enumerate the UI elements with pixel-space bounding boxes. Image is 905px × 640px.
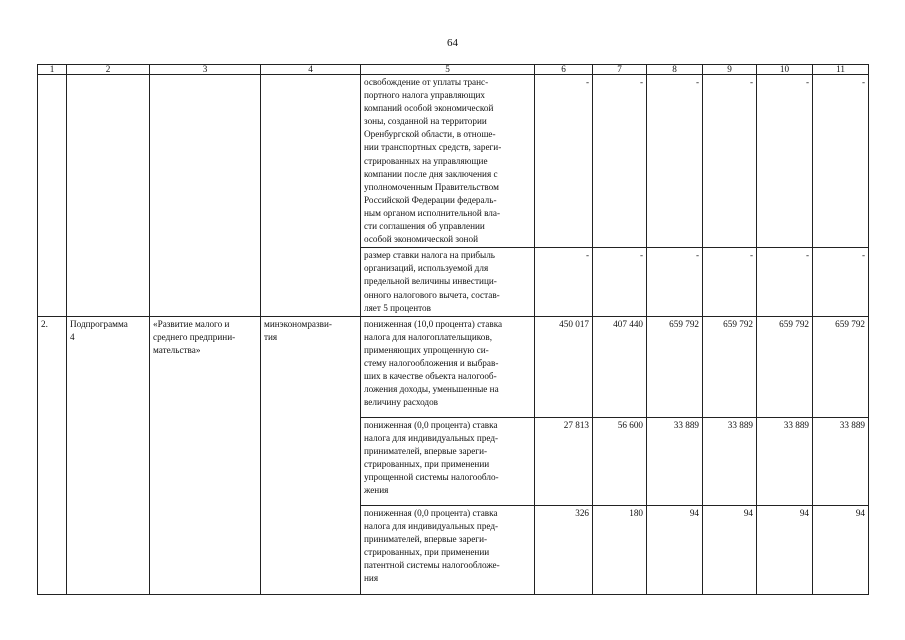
empty-cell bbox=[67, 75, 150, 317]
column-number: 2 bbox=[67, 65, 150, 75]
benefit-description: освобождение от уплаты транс- портного налога управляющих компаний особой экономической зоны, созданной на территории Оренбургской области, в отноше- нии транспортных средств, зареги- стрированных на управляющие компании после дня заключения с уполномоченным Правительством Российской Федерации федераль- ным органом исполнительной вла- сти соглашения об управлении особой экономической зоной bbox=[361, 75, 535, 248]
value-cell: 94 bbox=[813, 505, 869, 594]
benefit-description: пониженная (0,0 процента) ставка налога для индивидуальных пред- принимателей, впервые зареги- стрированных, при применении патентной системы налогообложе- ния bbox=[361, 505, 535, 594]
value-cell: - bbox=[535, 248, 593, 316]
value-cell: 659 792 bbox=[703, 316, 757, 417]
empty-cell bbox=[38, 75, 67, 317]
column-number: 6 bbox=[535, 65, 593, 75]
value-cell: 94 bbox=[757, 505, 813, 594]
column-number: 10 bbox=[757, 65, 813, 75]
column-number: 3 bbox=[150, 65, 261, 75]
subprogram-name: «Развитие малого и среднего предприни- мательства» bbox=[150, 316, 261, 594]
tax-benefits-table bbox=[37, 64, 869, 595]
value-cell: 94 bbox=[703, 505, 757, 594]
value-cell: - bbox=[703, 248, 757, 316]
value-cell: - bbox=[535, 75, 593, 248]
table-row bbox=[38, 75, 869, 248]
value-cell: - bbox=[647, 75, 703, 248]
empty-cell bbox=[150, 75, 261, 317]
column-number: 9 bbox=[703, 65, 757, 75]
column-number-row bbox=[38, 65, 869, 75]
value-cell: 659 792 bbox=[647, 316, 703, 417]
value-cell: 659 792 bbox=[757, 316, 813, 417]
value-cell: 659 792 bbox=[813, 316, 869, 417]
row-number: 2. bbox=[38, 316, 67, 594]
value-cell: 180 bbox=[593, 505, 647, 594]
value-cell: - bbox=[757, 75, 813, 248]
value-cell: 27 813 bbox=[535, 417, 593, 505]
benefit-description: размер ставки налога на прибыль организаций, используемой для предельной величины инвестици- онного налогового вычета, состав- ляет 5 процентов bbox=[361, 248, 535, 316]
benefit-description: пониженная (10,0 процента) ставка налога для налогоплательщиков, применяющих упрощенную си- стему налогообложения и выбрав- ших в качестве объекта налогооб- ложения доходы, уменьшенные на величину расходов bbox=[361, 316, 535, 417]
subprogram-cell: Подпрограмма 4 bbox=[67, 316, 150, 594]
value-cell: 326 bbox=[535, 505, 593, 594]
column-number: 4 bbox=[261, 65, 361, 75]
value-cell: - bbox=[593, 75, 647, 248]
column-number: 7 bbox=[593, 65, 647, 75]
benefit-description: пониженная (0,0 процента) ставка налога для индивидуальных пред- принимателей, впервые зареги- стрированных, при применении упрощенной системы налогообло- жения bbox=[361, 417, 535, 505]
value-cell: 450 017 bbox=[535, 316, 593, 417]
column-number: 5 bbox=[361, 65, 535, 75]
value-cell: - bbox=[813, 75, 869, 248]
page-number: 64 bbox=[447, 37, 458, 49]
value-cell: 56 600 bbox=[593, 417, 647, 505]
value-cell: - bbox=[647, 248, 703, 316]
value-cell: - bbox=[757, 248, 813, 316]
value-cell: 33 889 bbox=[703, 417, 757, 505]
value-cell: 33 889 bbox=[647, 417, 703, 505]
value-cell: 407 440 bbox=[593, 316, 647, 417]
value-cell: 33 889 bbox=[813, 417, 869, 505]
executor-cell: минэкономразви- тия bbox=[261, 316, 361, 594]
column-number: 8 bbox=[647, 65, 703, 75]
column-number: 11 bbox=[813, 65, 869, 75]
value-cell: - bbox=[593, 248, 647, 316]
value-cell: 33 889 bbox=[757, 417, 813, 505]
column-number: 1 bbox=[38, 65, 67, 75]
table-row bbox=[38, 316, 869, 417]
value-cell: - bbox=[813, 248, 869, 316]
empty-cell bbox=[261, 75, 361, 317]
value-cell: - bbox=[703, 75, 757, 248]
value-cell: 94 bbox=[647, 505, 703, 594]
